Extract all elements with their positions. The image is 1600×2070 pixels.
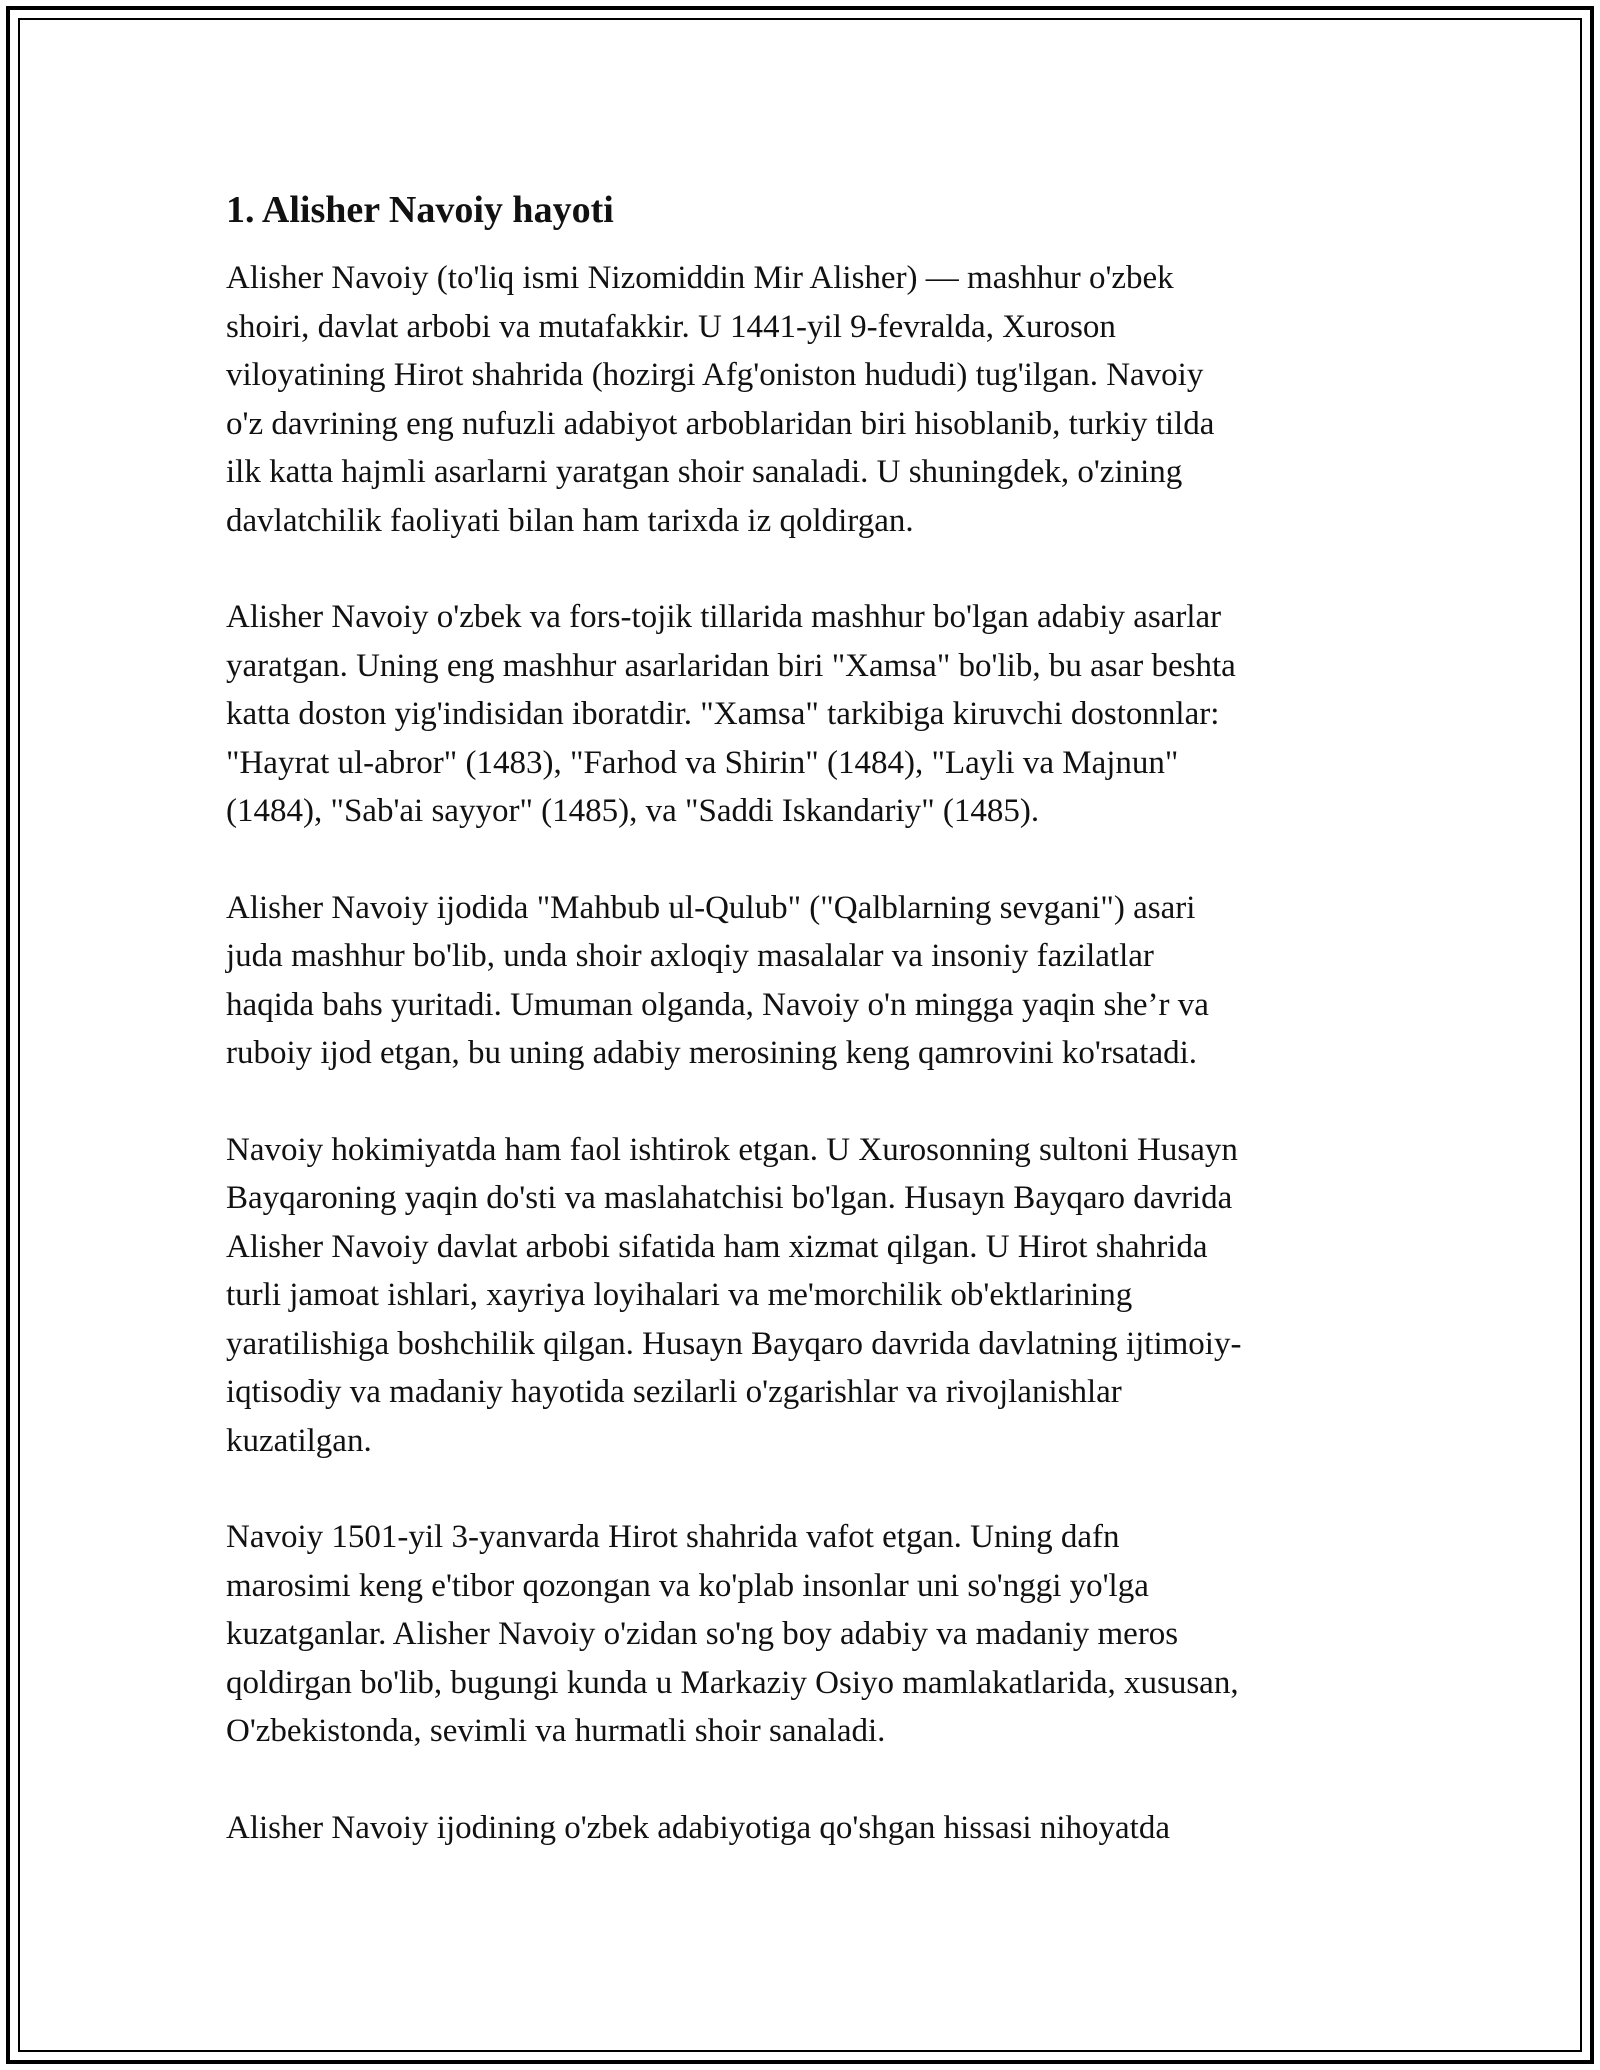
text-line: ruboiy ijod etgan, bu uning adabiy merosining keng qamrovini ko'rsatadi. bbox=[226, 1035, 1198, 1071]
text-line: yaratilishiga boshchilik qilgan. Husayn Bayqaro davrida davlatning ijtimoiy- bbox=[226, 1325, 1242, 1362]
text-line: Navoiy 1501-yil 3-yanvarda Hirot shahrida vafot etgan. Uning dafn bbox=[226, 1519, 1120, 1555]
text-line: shoiri, davlat arbobi va mutafakkir. U 1441-yil 9-fevralda, Xuroson bbox=[226, 308, 1116, 345]
paragraph bbox=[226, 254, 1376, 545]
paragraph bbox=[226, 884, 1376, 1078]
text-line: iqtisodiy va madaniy hayotida sezilarli o'zgarishlar va rivojlanishlar bbox=[226, 1374, 1122, 1410]
text-line: Alisher Navoiy ijodida "Mahbub ul-Qulub" ("Qalblarning sevgani") asari bbox=[226, 889, 1196, 926]
text-line: ilk katta hajmli asarlarni yaratgan shoir sanaladi. U shuningdek, o'zining bbox=[226, 454, 1183, 490]
text-line: (1484), "Sab'ai sayyor" (1485), va "Saddi Iskandariy" (1485). bbox=[226, 793, 1040, 829]
text-line: Bayqaroning yaqin do'sti va maslahatchisi bo'lgan. Husayn Bayqaro davrida bbox=[226, 1180, 1233, 1216]
text-line: yaratgan. Uning eng mashhur asarlaridan biri "Xamsa" bo'lib, bu asar beshta bbox=[226, 647, 1236, 684]
paragraph bbox=[226, 1804, 1376, 1853]
text-line: Alisher Navoiy davlat arbobi sifatida ham xizmat qilgan. U Hirot shahrida bbox=[226, 1228, 1208, 1265]
text-line: viloyatining Hirot shahrida (hozirgi Afg'oniston hududi) tug'ilgan. Navoiy bbox=[226, 357, 1204, 393]
text-line: "Hayrat ul-abror" (1483), "Farhod va Shirin" (1484), "Layli va Majnun" bbox=[226, 744, 1179, 781]
text-line: katta doston yig'indisidan iboratdir. "Xamsa" tarkibiga kiruvchi dostonnlar: bbox=[226, 696, 1220, 732]
text-line: kuzatganlar. Alisher Navoiy o'zidan so'ng boy adabiy va madaniy meros bbox=[226, 1616, 1179, 1652]
paragraph bbox=[226, 593, 1376, 836]
text-line: Alisher Navoiy o'zbek va fors-tojik tillarida mashhur bo'lgan adabiy asarlar bbox=[226, 599, 1222, 635]
text-line: Alisher Navoiy ijodining o'zbek adabiyotiga qo'shgan hissasi nihoyatda bbox=[226, 1809, 1170, 1846]
text-line: haqida bahs yuritadi. Umuman olganda, Navoiy o'n mingga yaqin she’r va bbox=[226, 986, 1209, 1023]
paragraph bbox=[226, 1126, 1376, 1466]
text-line: o'z davrining eng nufuzli adabiyot arboblaridan biri hisoblanib, turkiy tilda bbox=[226, 405, 1215, 442]
section-heading: 1. Alisher Navoiy hayoti bbox=[226, 189, 614, 231]
text-line: davlatchilik faoliyati bilan ham tarixda iz qoldirgan. bbox=[226, 502, 914, 539]
document-body bbox=[226, 186, 1376, 1900]
paragraph-list bbox=[226, 254, 1376, 1852]
text-line: kuzatilgan. bbox=[226, 1422, 372, 1459]
text-line: Alisher Navoiy (to'liq ismi Nizomiddin Mir Alisher) — mashhur o'zbek bbox=[226, 260, 1174, 296]
text-line: Navoiy hokimiyatda ham faol ishtirok etgan. U Xurosonning sultoni Husayn bbox=[226, 1131, 1238, 1168]
text-line: juda mashhur bo'lib, unda shoir axloqiy masalalar va insoniy fazilatlar bbox=[226, 938, 1154, 974]
text-line: marosimi keng e'tibor qozongan va ko'plab insonlar uni so'nggi yo'lga bbox=[226, 1567, 1149, 1604]
text-line: turli jamoat ishlari, xayriya loyihalari va me'morchilik ob'ektlarining bbox=[226, 1277, 1133, 1313]
text-line: O'zbekistonda, sevimli va hurmatli shoir sanaladi. bbox=[226, 1713, 886, 1749]
paragraph bbox=[226, 1513, 1376, 1756]
text-line: qoldirgan bo'lib, bugungi kunda u Markaziy Osiyo mamlakatlarida, xususan, bbox=[226, 1664, 1239, 1701]
